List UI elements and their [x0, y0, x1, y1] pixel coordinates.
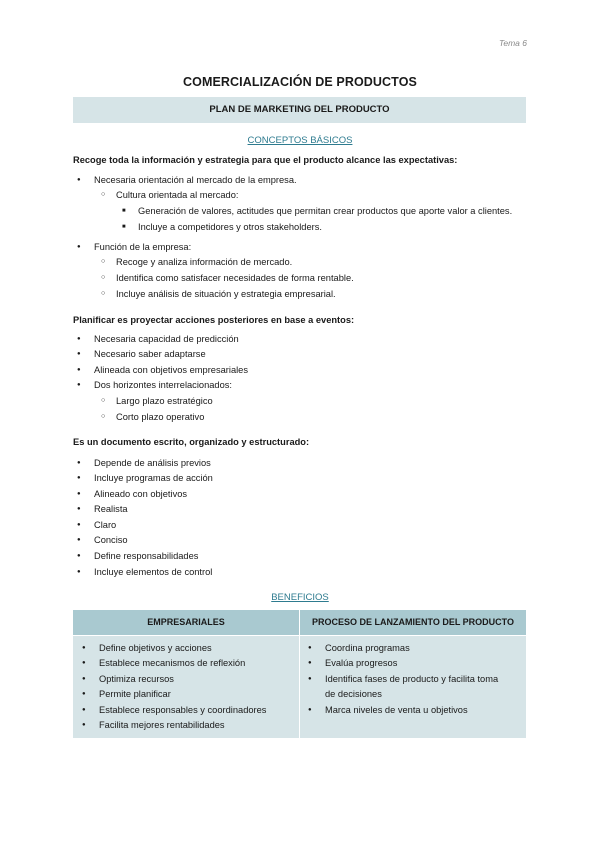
list-item: ● Necesario saber adaptarse — [94, 349, 206, 359]
list-item: ○ Largo plazo estratégico — [116, 396, 213, 406]
list-item: ● Función de la empresa: — [94, 242, 191, 252]
beneficios-table — [73, 610, 526, 738]
list-item: ● Alineada con objetivos empresariales — [94, 365, 248, 375]
list-item: ● Conciso — [94, 535, 128, 545]
list-item: ● Marca niveles de venta u objetivos — [325, 705, 468, 715]
list-item: ● Realista — [94, 504, 128, 514]
beneficios-heading: BENEFICIOS — [271, 592, 329, 603]
list-item: ○ Cultura orientada al mercado: — [116, 190, 238, 200]
list-item: ● Claro — [94, 520, 116, 530]
list-item: ● Establece mecanismos de reflexión — [99, 658, 245, 668]
list-item: ● Coordina programas — [325, 643, 410, 653]
section-banner: PLAN DE MARKETING DEL PRODUCTO — [73, 97, 526, 123]
list-item: ● Permite planificar — [99, 689, 171, 699]
conceptos-heading: CONCEPTOS BÁSICOS — [247, 135, 353, 146]
list-item: ● Identifica fases de producto y facilita toma — [325, 674, 498, 684]
list-item: ○ Incluye análisis de situación y estrategia empresarial. — [116, 289, 336, 299]
list-item: ● Necesaria orientación al mercado de la empresa. — [94, 175, 297, 185]
list-item: ● Necesaria capacidad de predicción — [94, 334, 239, 344]
list-item: ● Define objetivos y acciones — [99, 643, 212, 653]
list-item: ● Alineado con objetivos — [94, 489, 187, 499]
list-item: ■ Incluye a competidores y otros stakeholders. — [138, 222, 322, 232]
list-item: ● Evalúa progresos — [325, 658, 397, 668]
list-item: ● Optimiza recursos — [99, 674, 174, 684]
paragraph-recoge: Recoge toda la información y estrategia para que el producto alcance las expectativas: — [73, 155, 458, 165]
list-item-continuation: de decisiones — [325, 689, 382, 699]
list-item: ○ Identifica como satisfacer necesidades de forma rentable. — [116, 273, 354, 283]
list-item: ● Depende de análisis previos — [94, 458, 211, 468]
list-item: ○ Corto plazo operativo — [116, 412, 204, 422]
paragraph-planificar: Planificar es proyectar acciones posteriores en base a eventos: — [73, 315, 355, 325]
page-title: COMERCIALIZACIÓN DE PRODUCTOS — [183, 75, 417, 89]
table-column-divider — [299, 610, 300, 738]
list-item: ● Facilita mejores rentabilidades — [99, 720, 225, 730]
page-header-tema: Tema 6 — [498, 38, 527, 48]
list-item: ● Define responsabilidades — [94, 551, 198, 561]
table-header-empresariales: EMPRESARIALES — [73, 610, 299, 635]
list-item: ● Incluye elementos de control — [94, 567, 212, 577]
list-item: ○ Recoge y analiza información de mercado. — [116, 257, 292, 267]
list-item: ■ Generación de valores, actitudes que permitan crear productos que aporte valor a clientes. — [138, 206, 512, 216]
list-item: ● Incluye programas de acción — [94, 473, 213, 483]
list-item: ● Establece responsables y coordinadores — [99, 705, 266, 715]
paragraph-documento: Es un documento escrito, organizado y estructurado: — [73, 437, 310, 447]
list-item: ● Dos horizontes interrelacionados: — [94, 380, 232, 390]
table-header-proceso: PROCESO DE LANZAMIENTO DEL PRODUCTO — [300, 610, 526, 635]
